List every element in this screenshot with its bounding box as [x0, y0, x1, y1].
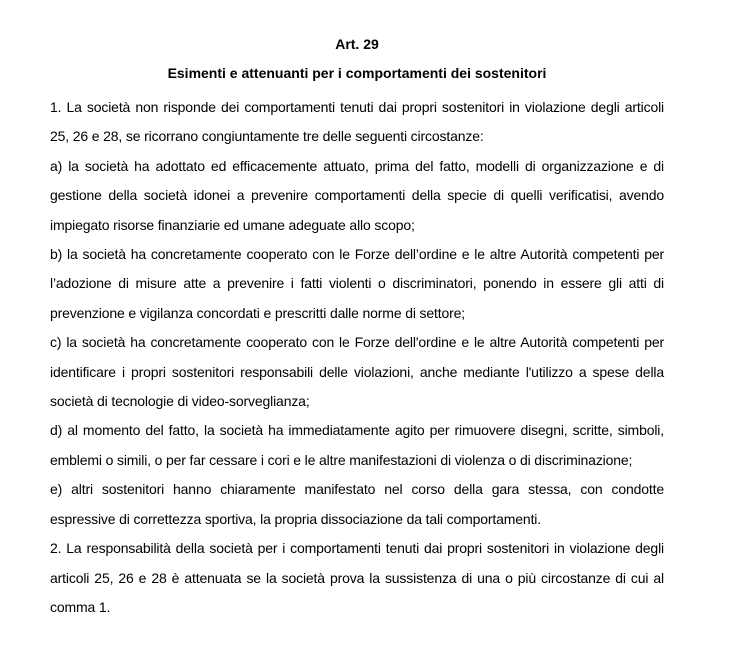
article-number: Art. 29 [335, 36, 379, 52]
paragraph-item-b: b) la società ha concretamente cooperato con le Forze dell’ordine e le altre Autorità competenti per l’adozione di misure atte a prevenire i fatti violenti o discriminatori, ponendo in essere gli atti di prevenzione e vigilanza concordati e prescritti dalle norme di settore; [50, 246, 664, 321]
paragraph-comma-2: 2. La responsabilità della società per i comportamenti tenuti dai propri sostenitori in violazione degli articoli 25, 26 e 28 è attenuata se la società prova la sussistenza di una o più circostanze di cui al comma 1. [50, 540, 664, 615]
paragraph-item-a: a) la società ha adottato ed efficacemente attuato, prima del fatto, modelli di organizzazione e di gestione della società idonei a prevenire comportamenti della specie di quelli verificatisi, avendo impiegato risorse finanziarie ed umane adeguate allo scopo; [50, 157, 664, 233]
paragraph-item-c: c) la società ha concretamente cooperato con le Forze dell'ordine e le altre Autorità competenti per identificare i propri sostenitori responsabili delle violazioni, anche mediante l'utilizzo a spese della società di tecnologie di video-sorveglianza; [50, 334, 664, 410]
document-page [50, 34, 664, 622]
paragraph-item-e: e) altri sostenitori hanno chiaramente manifestato nel corso della gara stessa, con condotte espressive di correttezza sportiva, la propria dissociazione da tali comportamenti. [50, 481, 664, 527]
paragraph-comma-1: 1. La società non risponde dei comportamenti tenuti dai propri sostenitori in violazione degli articoli 25, 26 e 28, se ricorrano congiuntamente tre delle seguenti circostanze: [50, 99, 664, 145]
article-body [50, 93, 664, 622]
paragraph-item-d: d) al momento del fatto, la società ha immediatamente agito per rimuovere disegni, scritte, simboli, emblemi o simili, o per far cessare i cori e le altre manifestazioni di violenza o di discriminazione; [50, 422, 664, 468]
article-title: Esimenti e attenuanti per i comportamenti dei sostenitori [167, 65, 547, 81]
